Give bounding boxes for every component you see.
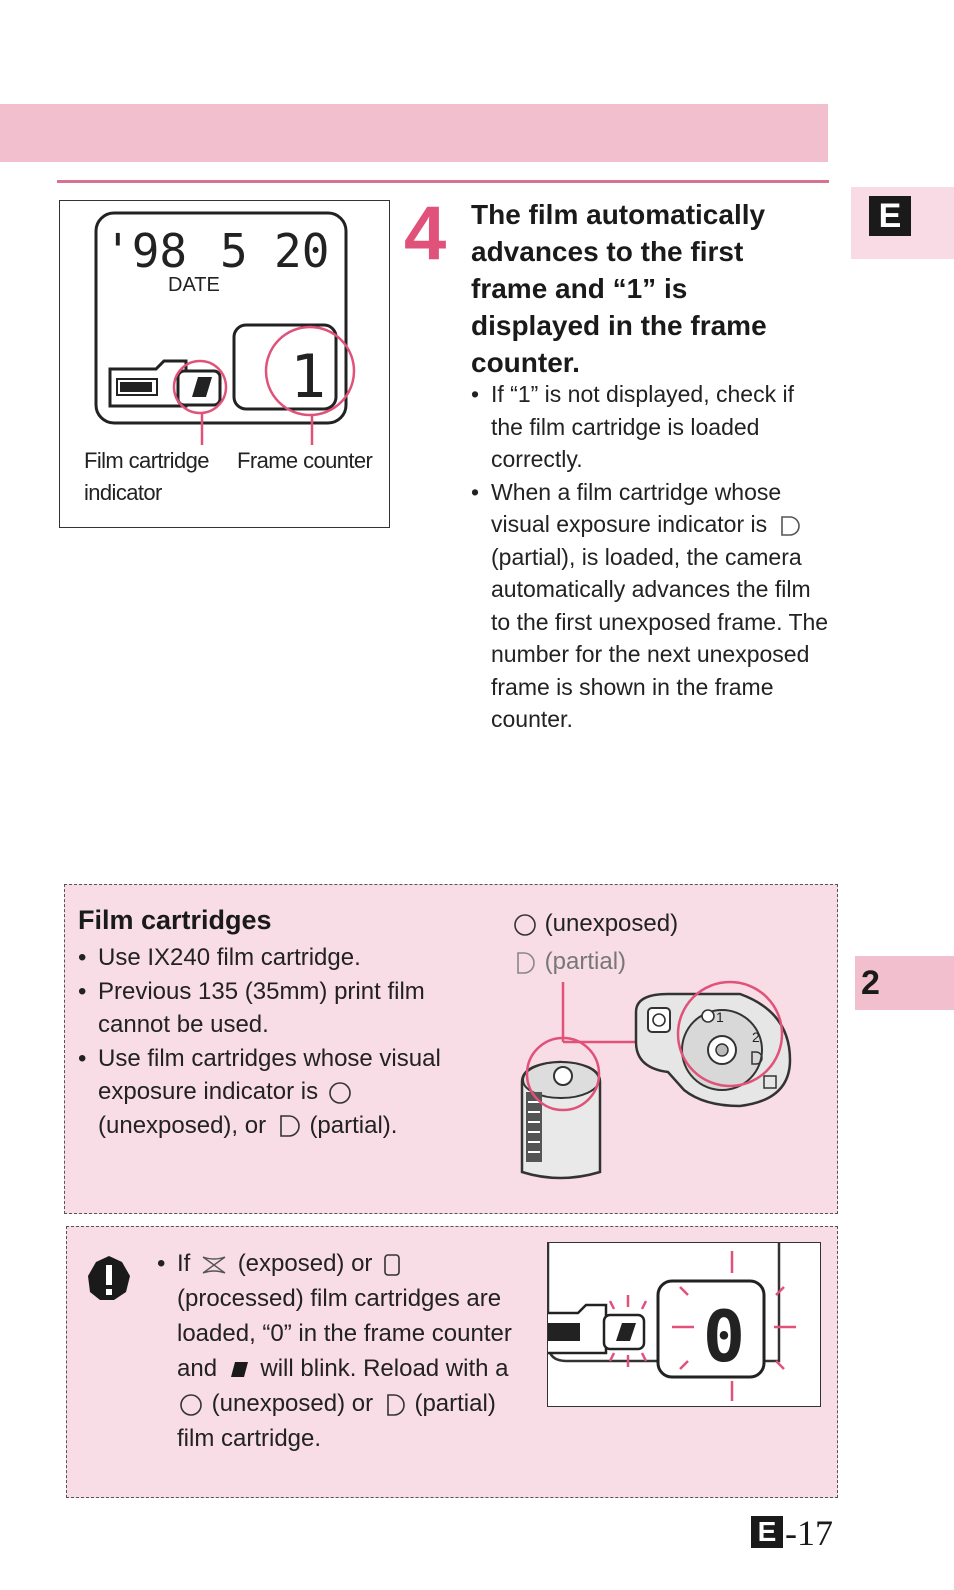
lcd-figure [59, 200, 390, 528]
page-letter: E [751, 1516, 783, 1548]
lcd-frame-value: 1 [289, 342, 327, 412]
partial-indicator-icon [273, 1113, 303, 1139]
cartridge-body [522, 1038, 600, 1178]
step-bullets [471, 378, 831, 736]
cartridge-blink-icon [224, 1357, 254, 1383]
unexposed-label: (unexposed) [514, 910, 678, 938]
lcd-month: 5 [220, 224, 248, 278]
page-number-value: -17 [785, 1513, 833, 1553]
header-rule [57, 180, 829, 183]
step-bullet: • When a film cartridge whose visual exposure indicator is (partial), is loaded, the camera automatically advances the film to the first unexposed frame. The number for the next unexposed frame is shown in the frame counter. [471, 478, 829, 732]
cartridge-indicator-label [84, 445, 209, 509]
film-cartridges-bullets [78, 941, 498, 1142]
step-bullet: • If “1” is not displayed, check if the film cartridge is loaded correctly. [471, 381, 794, 472]
warning-bullet: • If (exposed) or (processed) film cartridges are loaded, “0” in the frame counter and will blink. Reload with a (unexposed) or (partial) film cartridge. [157, 1250, 512, 1452]
cartridge-label-line1: Film cartridge [84, 448, 209, 473]
partial-indicator-icon [774, 514, 804, 538]
film-bullet: • Use film cartridges whose visual exposure indicator is (unexposed), or (partial). [78, 1044, 441, 1139]
film-bullet: • Use IX240 film cartridge. [78, 944, 361, 971]
cartridge-label-line2: indicator [84, 480, 162, 505]
blink-figure [547, 1242, 821, 1407]
step-number: 4 [404, 191, 447, 276]
dial-mark-2: 2 [752, 1029, 760, 1045]
film-bullet: • Previous 135 (35mm) print film cannot be used. [78, 977, 425, 1038]
frame-counter-display [234, 325, 354, 415]
step-title: The film automatically advances to the first frame and “1” is displayed in the frame counter. [471, 199, 767, 378]
unexposed-indicator-icon [514, 913, 538, 937]
film-cartridges-title: Film cartridges [78, 905, 272, 935]
lcd-day: 20 [274, 224, 330, 278]
frame-counter-label: Frame counter [237, 448, 373, 473]
blink-counter-value: 0 [702, 1296, 746, 1378]
header-band [0, 104, 828, 162]
chapter-tab: 2 [855, 956, 954, 1010]
section-letter: E [869, 196, 911, 236]
unexposed-indicator-icon [177, 1392, 205, 1418]
processed-indicator-icon [379, 1252, 405, 1278]
warning-text [157, 1246, 519, 1456]
partial-indicator-icon [380, 1392, 408, 1418]
caution-icon [86, 1254, 132, 1302]
film-cartridge-illustration [508, 972, 808, 1198]
dial-mark-1: 1 [716, 1009, 724, 1025]
lcd-year: '98 [104, 224, 188, 278]
partial-label: (partial) [514, 948, 626, 976]
cartridge-end-view [636, 982, 790, 1106]
lcd-date-label: DATE [168, 274, 220, 296]
unexposed-indicator-icon [325, 1080, 355, 1106]
exposed-indicator-icon [197, 1252, 231, 1278]
page-number [751, 1512, 833, 1554]
